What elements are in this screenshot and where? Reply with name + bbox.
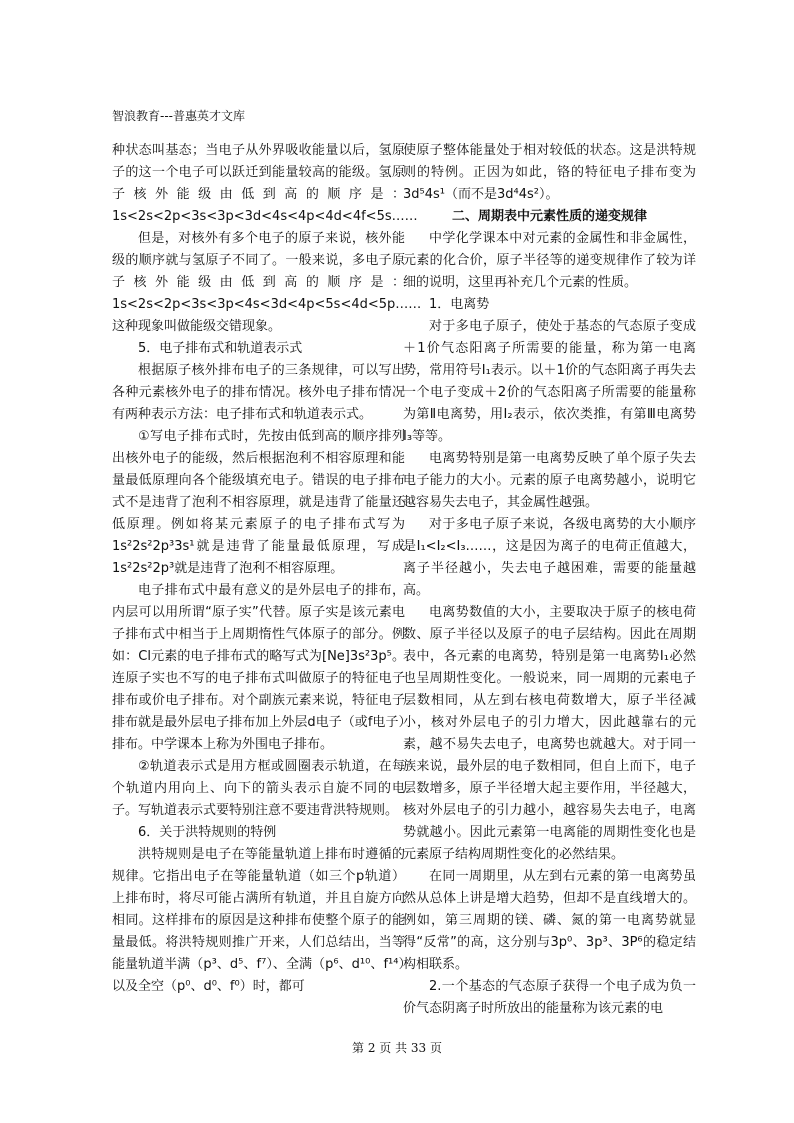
section-heading: 5．电子排布式和轨道表示式: [138, 341, 303, 356]
paragraph: 电离势数值的大小，主要取决于原子的核电荷数、原子半径以及原子的电子层结构。因此在周期表中，各元素的电离势，特别是第一电离势I₁必然也呈周期性变化。一般说来，同一周期的元素电子层数相同，从左到右核电荷数增大，原子半径减小，核对外层电子的引力增大，因此越靠右的元素，越不易失去电子，电离势也就越大。对于同一族来说，最外层的电子数相同，但自上而下，电子层数增多，原子半径增大起主要作用，半径越大，核对外层电子的引力越小，越容易失去电子，电离势就越小。因此元素第一电离能的周期性变化也是元素原子结构周期性变化的必然结果。: [403, 605, 696, 862]
right-column: [403, 140, 696, 1020]
paragraph: 2.一个基态的气态原子获得一个电子成为负一价气态阴离子时所放出的能量称为该元素的电: [403, 979, 696, 1016]
paragraph: 对于多电子原子来说，各级电离势的大小顺序是I₁<I₂<I₃……，这是因为离子的电荷正值越大，离子半径越小，失去电子越困难，需要的能量越高。: [403, 517, 696, 598]
left-column: [112, 140, 422, 998]
paragraph: 洪特规则是电子在等能量轨道上排布时遵循的规律。它指出电子在等能量轨道（如三个p轨道）上排布时，将尽可能占满所有轨道，并且自旋方向相同。这样排布的原因是这种排布使整个原子的能量最低。将洪特规则推广开来，人们总结出，当等能量轨道半满（p³、d⁵、f⁷）、全满（p⁶、d¹⁰、f¹⁴）以及全空（p⁰、d⁰、f⁰）时，都可: [112, 847, 405, 994]
section-title: 二、周期表中元素性质的递变规律: [451, 209, 647, 224]
paragraph: 电离势特别是第一电离势反映了单个原子失去电子能力的大小。元素的原子电离势越小，说明它越容易失去电子，其金属性越强。: [403, 451, 696, 510]
paragraph: ①写电子排布式时，先按由低到高的顺序排列出核外电子的能级，然后根据泡利不相容原理和能量最低原理向各个能级填充电子。错误的电子排布式不是违背了泡利不相容原理，就是违背了能量还低原理。例如将某元素原子的电子排布式写为1s²2s²2p³3s¹就是违背了能量最低原理，写成1s²2s²2p³就是违背了泡利不相容原理。: [112, 429, 405, 576]
paragraph: 中学化学课本中对元素的金属性和非金属性，元素的化合价，原子半径等的递变规律作了较为详细的说明，这里再补充几个元素的性质。: [403, 231, 696, 290]
section-heading: 6．关于洪特规则的特例: [138, 825, 277, 840]
paragraph: ②轨道表示式是用方框或圆圈表示轨道，在每个轨道内用向上、向下的箭头表示自旋不同的电子。写轨道表示式要特别注意不要违背洪特规则。: [112, 759, 405, 818]
page-header: 智浪教育---普惠英才文库: [112, 109, 245, 123]
paragraph: 但是，对核外有多个电子的原子来说，核外能级的顺序就与氢原子不同了。一般来说，多电子原子核外能级由低到高的顺序是：1s<2s<2p<3s<3p<4s<3d<4p<5s<4d<5p……这种现象叫做能级交错现象。: [112, 231, 422, 334]
paragraph: 根据原子核外排布电子的三条规律，可以写出各种元素核外电子的排布情况。核外电子排布情况有两种表示方法：电子排布式和轨道表示式。: [112, 363, 405, 422]
section-heading: 1．电离势: [429, 297, 490, 312]
paragraph: 电子排布式中最有意义的是外层电子的排布，内层可以用所谓“原子实”代替。原子实是该元素电子排布式中相当于上周期惰性气体原子的部分。例如：Cl元素的电子排布式的略写式为[Ne]3s²3p⁵。连原子实也不写的电子排布式叫做原子的特征电子排布或价电子排布。对个副族元素来说，特征电子排布就是最外层电子排布加上外层d电子（或f电子）排布。中学课本上称为外围电子排布。: [112, 583, 405, 752]
paragraph: 对于多电子原子，使处于基态的气态原子变成＋1价气态阳离子所需要的能量，称为第一电离势，常用符号I₁表示。以＋1价的气态阳离子再失去一个电子变成＋2价的气态阳离子所需要的能量称为第Ⅱ电离势，用I₂表示，依次类推，有第Ⅲ电离势I₃等等。: [403, 319, 696, 444]
paragraph: 使原子整体能量处于相对较低的状态。这是洪特规则的特例。正因为如此，铬的特征电子排布变为3d⁵4s¹（而不是3d⁴4s²）。: [403, 143, 696, 202]
page-footer: 第 2 页 共 33 页: [352, 1041, 442, 1055]
paragraph: 在同一周期里，从左到右元素的第一电离势虽然从总体上讲是增大趋势，但却不是直线增大的。例如，第三周期的镁、磷、氮的第一电离势就显得“反常”的高，这分别与3p⁰、3p³、3P⁶的稳定结构相联系。: [403, 869, 696, 972]
paragraph: 种状态叫基态；当电子从外界吸收能量以后，氢原子的这一个电子可以跃迁到能量较高的能级。氢原子核外能级由低到高的顺序是：1s<2s<2p<3s<3p<3d<4s<4p<4d<4f<5s……: [112, 143, 418, 224]
